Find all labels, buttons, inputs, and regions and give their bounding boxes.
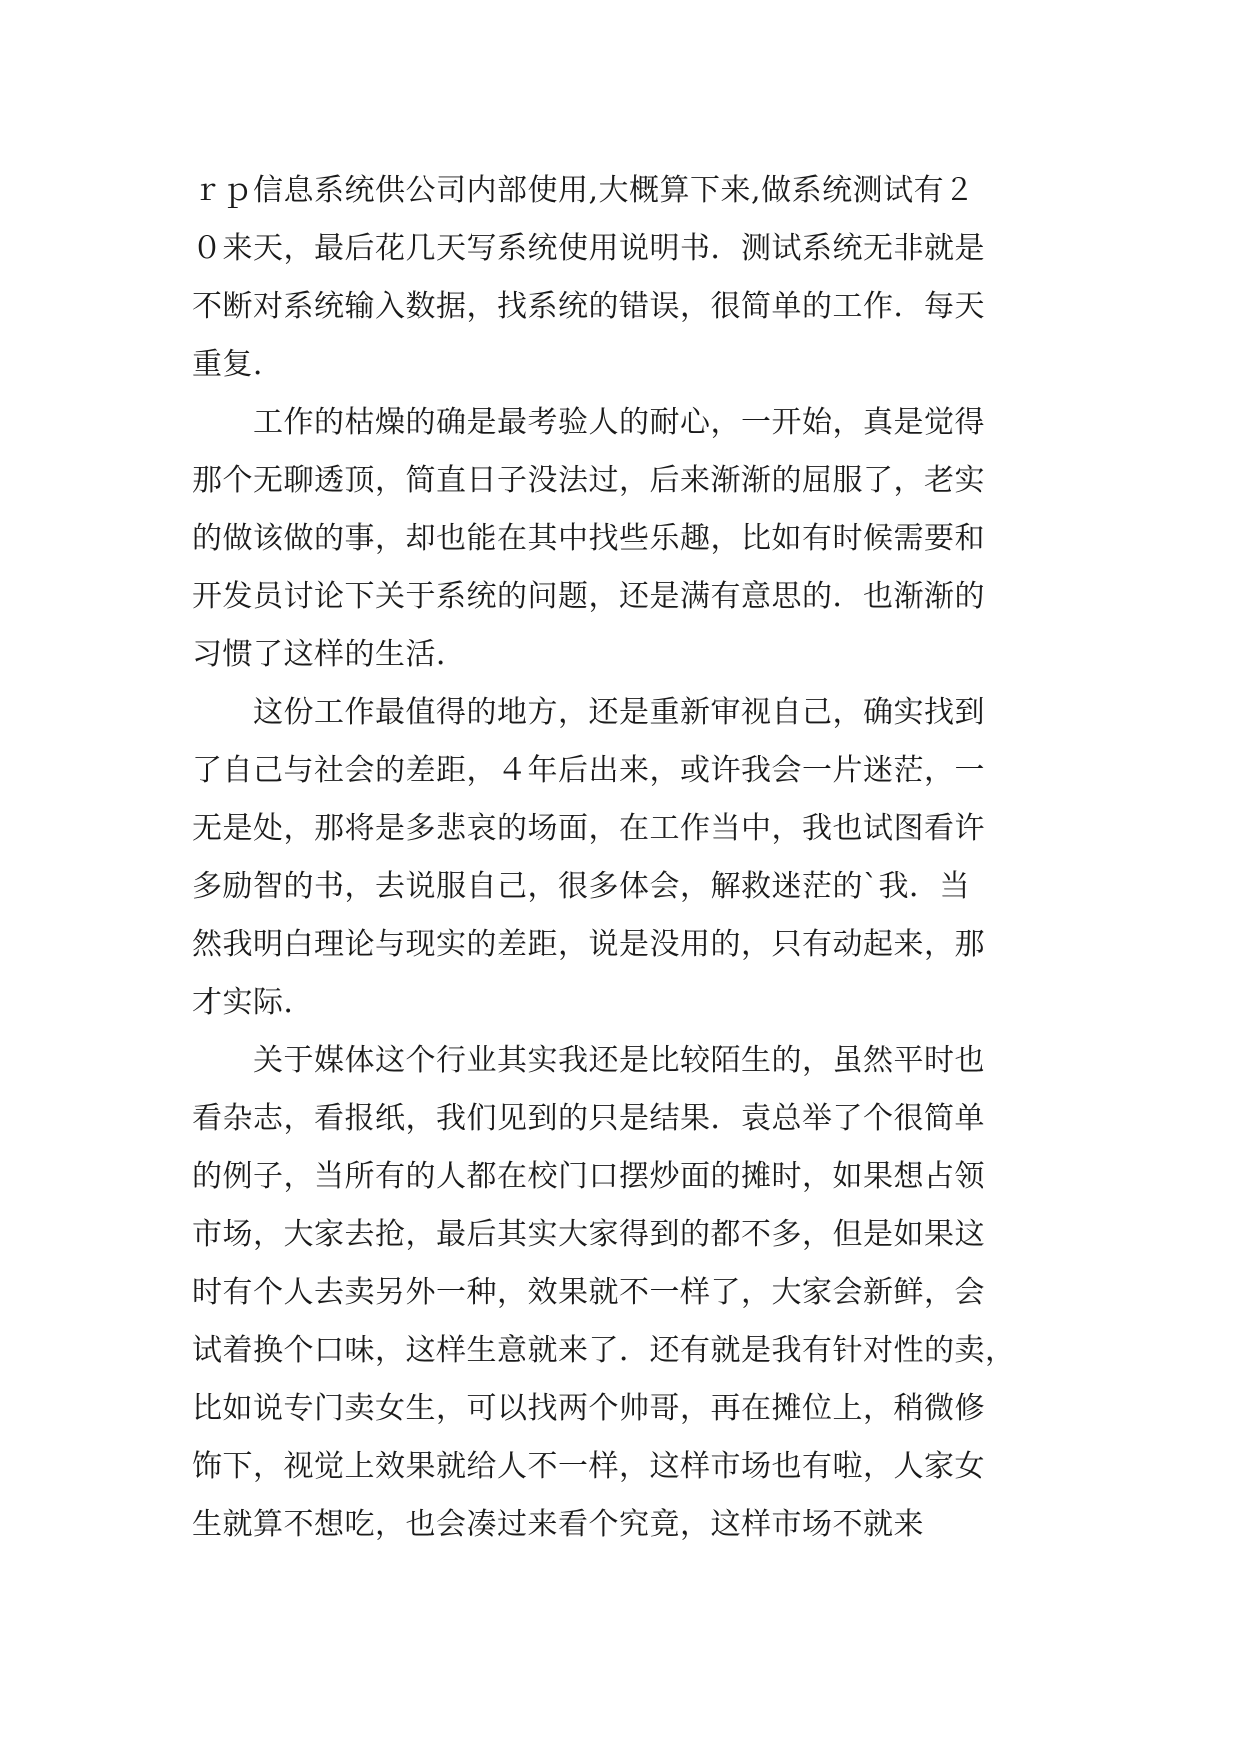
text-line: 然我明白理论与现实的差距，说是没用的，只有动起来，那 (192, 927, 985, 962)
text-line: 不断对系统输入数据，找系统的错误，很简单的工作．每天 (192, 289, 985, 324)
text-line: 多励智的书，去说服自己，很多体会，解救迷茫的`我．当 (192, 869, 970, 904)
text-line: 的例子，当所有的人都在校门口摆炒面的摊时，如果想占领 (192, 1159, 985, 1194)
text-line: 才实际． (192, 985, 314, 1020)
text-line: 关于媒体这个行业其实我还是比较陌生的，虽然平时也 (192, 1043, 985, 1078)
text-line: 市场，大家去抢，最后其实大家得到的都不多，但是如果这 (192, 1217, 985, 1252)
text-line: 工作的枯燥的确是最考验人的耐心，一开始，真是觉得 (192, 405, 985, 440)
text-line: 生就算不想吃，也会凑过来看个究竟，这样市场不就来 (192, 1507, 924, 1542)
text-line: 重复． (192, 347, 284, 382)
text-line: 看杂志，看报纸，我们见到的只是结果．袁总举了个很简单 (192, 1101, 985, 1136)
text-line: 了自己与社会的差距，４年后出来，或许我会一片迷茫，一 (192, 753, 985, 788)
text-line: 比如说专门卖女生，可以找两个帅哥，再在摊位上，稍微修 (192, 1391, 985, 1426)
text-line: 时有个人去卖另外一种，效果就不一样了，大家会新鲜，会 (192, 1275, 985, 1310)
text-line: 试着换个口味，这样生意就来了．还有就是我有针对性的卖， (192, 1333, 1016, 1368)
text-line: ｒｐ信息系统供公司内部使用,大概算下来,做系统测试有２ (192, 173, 975, 208)
text-line: 的做该做的事，却也能在其中找些乐趣，比如有时候需要和 (192, 521, 985, 556)
text-line: 这份工作最值得的地方，还是重新审视自己，确实找到 (192, 695, 985, 730)
text-line: 无是处，那将是多悲哀的场面，在工作当中，我也试图看许 (192, 811, 985, 846)
body-text (192, 162, 1052, 1554)
text-line: 习惯了这样的生活． (192, 637, 467, 672)
text-line: 开发员讨论下关于系统的问题，还是满有意思的．也渐渐的 (192, 579, 985, 614)
text-line: ０来天，最后花几天写系统使用说明书．测试系统无非就是 (192, 231, 985, 266)
text-line: 那个无聊透顶，简直日子没法过，后来渐渐的屈服了，老实 (192, 463, 985, 498)
text-line: 饰下，视觉上效果就给人不一样，这样市场也有啦，人家女 (192, 1449, 985, 1484)
